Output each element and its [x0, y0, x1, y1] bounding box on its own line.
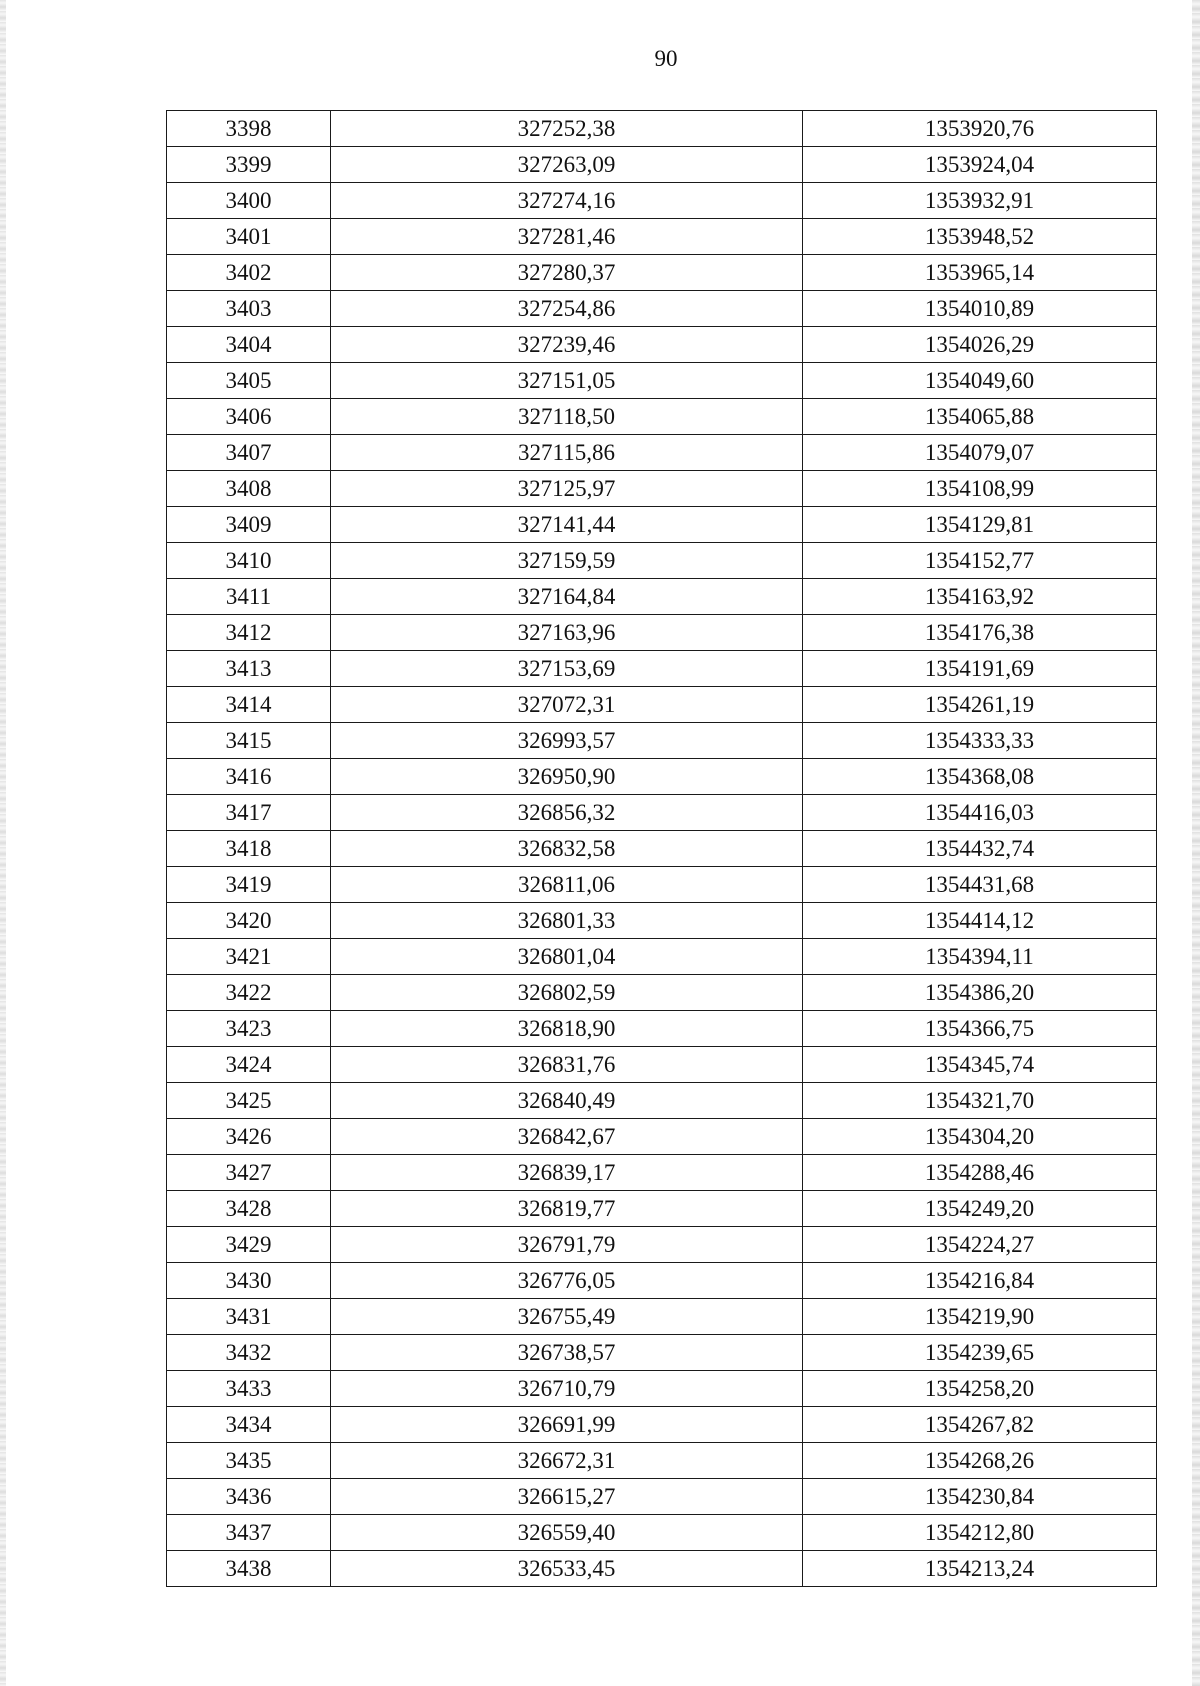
point-number-cell: 3425	[167, 1083, 331, 1119]
x-coordinate-cell: 327254,86	[331, 291, 803, 327]
point-number-cell: 3424	[167, 1047, 331, 1083]
table-row	[167, 1191, 1157, 1227]
y-coordinate-cell: 1354258,20	[803, 1371, 1157, 1407]
y-coordinate-cell: 1354321,70	[803, 1083, 1157, 1119]
x-coordinate-cell: 326710,79	[331, 1371, 803, 1407]
x-coordinate-cell: 326811,06	[331, 867, 803, 903]
y-coordinate-cell: 1354432,74	[803, 831, 1157, 867]
point-number-cell: 3427	[167, 1155, 331, 1191]
x-coordinate-cell: 326559,40	[331, 1515, 803, 1551]
table-row	[167, 471, 1157, 507]
table-row	[167, 723, 1157, 759]
table-row	[167, 759, 1157, 795]
y-coordinate-cell: 1354065,88	[803, 399, 1157, 435]
point-number-cell: 3417	[167, 795, 331, 831]
page-number: 90	[654, 46, 678, 71]
x-coordinate-cell: 326842,67	[331, 1119, 803, 1155]
x-coordinate-cell: 326615,27	[331, 1479, 803, 1515]
y-coordinate-cell: 1354261,19	[803, 687, 1157, 723]
y-coordinate-cell: 1354152,77	[803, 543, 1157, 579]
y-coordinate-cell: 1354216,84	[803, 1263, 1157, 1299]
x-coordinate-cell: 326832,58	[331, 831, 803, 867]
y-coordinate-cell: 1353924,04	[803, 147, 1157, 183]
scan-edge-right	[1192, 0, 1200, 1686]
point-number-cell: 3437	[167, 1515, 331, 1551]
x-coordinate-cell: 326738,57	[331, 1335, 803, 1371]
point-number-cell: 3429	[167, 1227, 331, 1263]
x-coordinate-cell: 326801,04	[331, 939, 803, 975]
x-coordinate-cell: 327072,31	[331, 687, 803, 723]
table-row	[167, 435, 1157, 471]
table-row	[167, 1227, 1157, 1263]
table-row	[167, 1551, 1157, 1587]
scan-edge-left	[0, 0, 6, 1686]
y-coordinate-cell: 1354394,11	[803, 939, 1157, 975]
y-coordinate-cell: 1354219,90	[803, 1299, 1157, 1335]
point-number-cell: 3400	[167, 183, 331, 219]
table-row	[167, 687, 1157, 723]
x-coordinate-cell: 326856,32	[331, 795, 803, 831]
point-number-cell: 3403	[167, 291, 331, 327]
point-number-cell: 3418	[167, 831, 331, 867]
x-coordinate-cell: 327125,97	[331, 471, 803, 507]
x-coordinate-cell: 327141,44	[331, 507, 803, 543]
y-coordinate-cell: 1353965,14	[803, 255, 1157, 291]
x-coordinate-cell: 327281,46	[331, 219, 803, 255]
table-row	[167, 327, 1157, 363]
y-coordinate-cell: 1354079,07	[803, 435, 1157, 471]
x-coordinate-cell: 326840,49	[331, 1083, 803, 1119]
y-coordinate-cell: 1354345,74	[803, 1047, 1157, 1083]
point-number-cell: 3408	[167, 471, 331, 507]
table-row	[167, 579, 1157, 615]
y-coordinate-cell: 1354333,33	[803, 723, 1157, 759]
point-number-cell: 3409	[167, 507, 331, 543]
x-coordinate-cell: 327115,86	[331, 435, 803, 471]
point-number-cell: 3410	[167, 543, 331, 579]
y-coordinate-cell: 1354049,60	[803, 363, 1157, 399]
y-coordinate-cell: 1353920,76	[803, 111, 1157, 147]
x-coordinate-cell: 326755,49	[331, 1299, 803, 1335]
x-coordinate-cell: 327118,50	[331, 399, 803, 435]
table-row	[167, 1371, 1157, 1407]
x-coordinate-cell: 326818,90	[331, 1011, 803, 1047]
table-row	[167, 1335, 1157, 1371]
y-coordinate-cell: 1354026,29	[803, 327, 1157, 363]
table-row	[167, 939, 1157, 975]
table-row	[167, 831, 1157, 867]
x-coordinate-cell: 327252,38	[331, 111, 803, 147]
table-row	[167, 399, 1157, 435]
y-coordinate-cell: 1353948,52	[803, 219, 1157, 255]
y-coordinate-cell: 1354230,84	[803, 1479, 1157, 1515]
table-row	[167, 1083, 1157, 1119]
y-coordinate-cell: 1354212,80	[803, 1515, 1157, 1551]
y-coordinate-cell: 1354129,81	[803, 507, 1157, 543]
x-coordinate-cell: 326776,05	[331, 1263, 803, 1299]
x-coordinate-cell: 326533,45	[331, 1551, 803, 1587]
y-coordinate-cell: 1353932,91	[803, 183, 1157, 219]
point-number-cell: 3435	[167, 1443, 331, 1479]
x-coordinate-cell: 327163,96	[331, 615, 803, 651]
x-coordinate-cell: 327263,09	[331, 147, 803, 183]
x-coordinate-cell: 326802,59	[331, 975, 803, 1011]
y-coordinate-cell: 1354191,69	[803, 651, 1157, 687]
y-coordinate-cell: 1354108,99	[803, 471, 1157, 507]
point-number-cell: 3415	[167, 723, 331, 759]
table-row	[167, 543, 1157, 579]
table-row	[167, 1263, 1157, 1299]
point-number-cell: 3436	[167, 1479, 331, 1515]
point-number-cell: 3423	[167, 1011, 331, 1047]
table-row	[167, 1011, 1157, 1047]
y-coordinate-cell: 1354213,24	[803, 1551, 1157, 1587]
x-coordinate-cell: 327151,05	[331, 363, 803, 399]
x-coordinate-cell: 326801,33	[331, 903, 803, 939]
y-coordinate-cell: 1354288,46	[803, 1155, 1157, 1191]
point-number-cell: 3434	[167, 1407, 331, 1443]
point-number-cell: 3419	[167, 867, 331, 903]
point-number-cell: 3431	[167, 1299, 331, 1335]
y-coordinate-cell: 1354267,82	[803, 1407, 1157, 1443]
table-row	[167, 507, 1157, 543]
point-number-cell: 3406	[167, 399, 331, 435]
x-coordinate-cell: 327164,84	[331, 579, 803, 615]
x-coordinate-cell: 326672,31	[331, 1443, 803, 1479]
point-number-cell: 3407	[167, 435, 331, 471]
table-row	[167, 651, 1157, 687]
y-coordinate-cell: 1354366,75	[803, 1011, 1157, 1047]
x-coordinate-cell: 326950,90	[331, 759, 803, 795]
y-coordinate-cell: 1354249,20	[803, 1191, 1157, 1227]
y-coordinate-cell: 1354176,38	[803, 615, 1157, 651]
table-row	[167, 1443, 1157, 1479]
y-coordinate-cell: 1354414,12	[803, 903, 1157, 939]
x-coordinate-cell: 327274,16	[331, 183, 803, 219]
table-row	[167, 363, 1157, 399]
table-row	[167, 1047, 1157, 1083]
point-number-cell: 3420	[167, 903, 331, 939]
point-number-cell: 3399	[167, 147, 331, 183]
x-coordinate-cell: 326791,79	[331, 1227, 803, 1263]
y-coordinate-cell: 1354431,68	[803, 867, 1157, 903]
x-coordinate-cell: 327153,69	[331, 651, 803, 687]
x-coordinate-cell: 326839,17	[331, 1155, 803, 1191]
point-number-cell: 3428	[167, 1191, 331, 1227]
x-coordinate-cell: 326831,76	[331, 1047, 803, 1083]
x-coordinate-cell: 327280,37	[331, 255, 803, 291]
table-row	[167, 183, 1157, 219]
y-coordinate-cell: 1354304,20	[803, 1119, 1157, 1155]
point-number-cell: 3433	[167, 1371, 331, 1407]
table-row	[167, 291, 1157, 327]
point-number-cell: 3422	[167, 975, 331, 1011]
y-coordinate-cell: 1354268,26	[803, 1443, 1157, 1479]
point-number-cell: 3401	[167, 219, 331, 255]
table-row	[167, 1479, 1157, 1515]
table-row	[167, 1515, 1157, 1551]
point-number-cell: 3412	[167, 615, 331, 651]
point-number-cell: 3411	[167, 579, 331, 615]
table-row	[167, 795, 1157, 831]
point-number-cell: 3413	[167, 651, 331, 687]
x-coordinate-cell: 326691,99	[331, 1407, 803, 1443]
y-coordinate-cell: 1354239,65	[803, 1335, 1157, 1371]
point-number-cell: 3398	[167, 111, 331, 147]
coordinates-table-body	[167, 111, 1157, 1587]
point-number-cell: 3404	[167, 327, 331, 363]
table-row	[167, 147, 1157, 183]
x-coordinate-cell: 326819,77	[331, 1191, 803, 1227]
y-coordinate-cell: 1354368,08	[803, 759, 1157, 795]
table-row	[167, 255, 1157, 291]
y-coordinate-cell: 1354386,20	[803, 975, 1157, 1011]
y-coordinate-cell: 1354416,03	[803, 795, 1157, 831]
x-coordinate-cell: 327159,59	[331, 543, 803, 579]
table-row	[167, 1299, 1157, 1335]
x-coordinate-cell: 327239,46	[331, 327, 803, 363]
point-number-cell: 3414	[167, 687, 331, 723]
table-row	[167, 867, 1157, 903]
point-number-cell: 3438	[167, 1551, 331, 1587]
point-number-cell: 3430	[167, 1263, 331, 1299]
point-number-cell: 3432	[167, 1335, 331, 1371]
table-row	[167, 615, 1157, 651]
table-row	[167, 1155, 1157, 1191]
table-row	[167, 1119, 1157, 1155]
table-row	[167, 111, 1157, 147]
point-number-cell: 3402	[167, 255, 331, 291]
table-row	[167, 903, 1157, 939]
point-number-cell: 3426	[167, 1119, 331, 1155]
y-coordinate-cell: 1354224,27	[803, 1227, 1157, 1263]
table-row	[167, 1407, 1157, 1443]
point-number-cell: 3421	[167, 939, 331, 975]
x-coordinate-cell: 326993,57	[331, 723, 803, 759]
table-row	[167, 219, 1157, 255]
y-coordinate-cell: 1354163,92	[803, 579, 1157, 615]
point-number-cell: 3405	[167, 363, 331, 399]
y-coordinate-cell: 1354010,89	[803, 291, 1157, 327]
table-row	[167, 975, 1157, 1011]
point-number-cell: 3416	[167, 759, 331, 795]
coordinates-table	[166, 110, 1157, 1587]
